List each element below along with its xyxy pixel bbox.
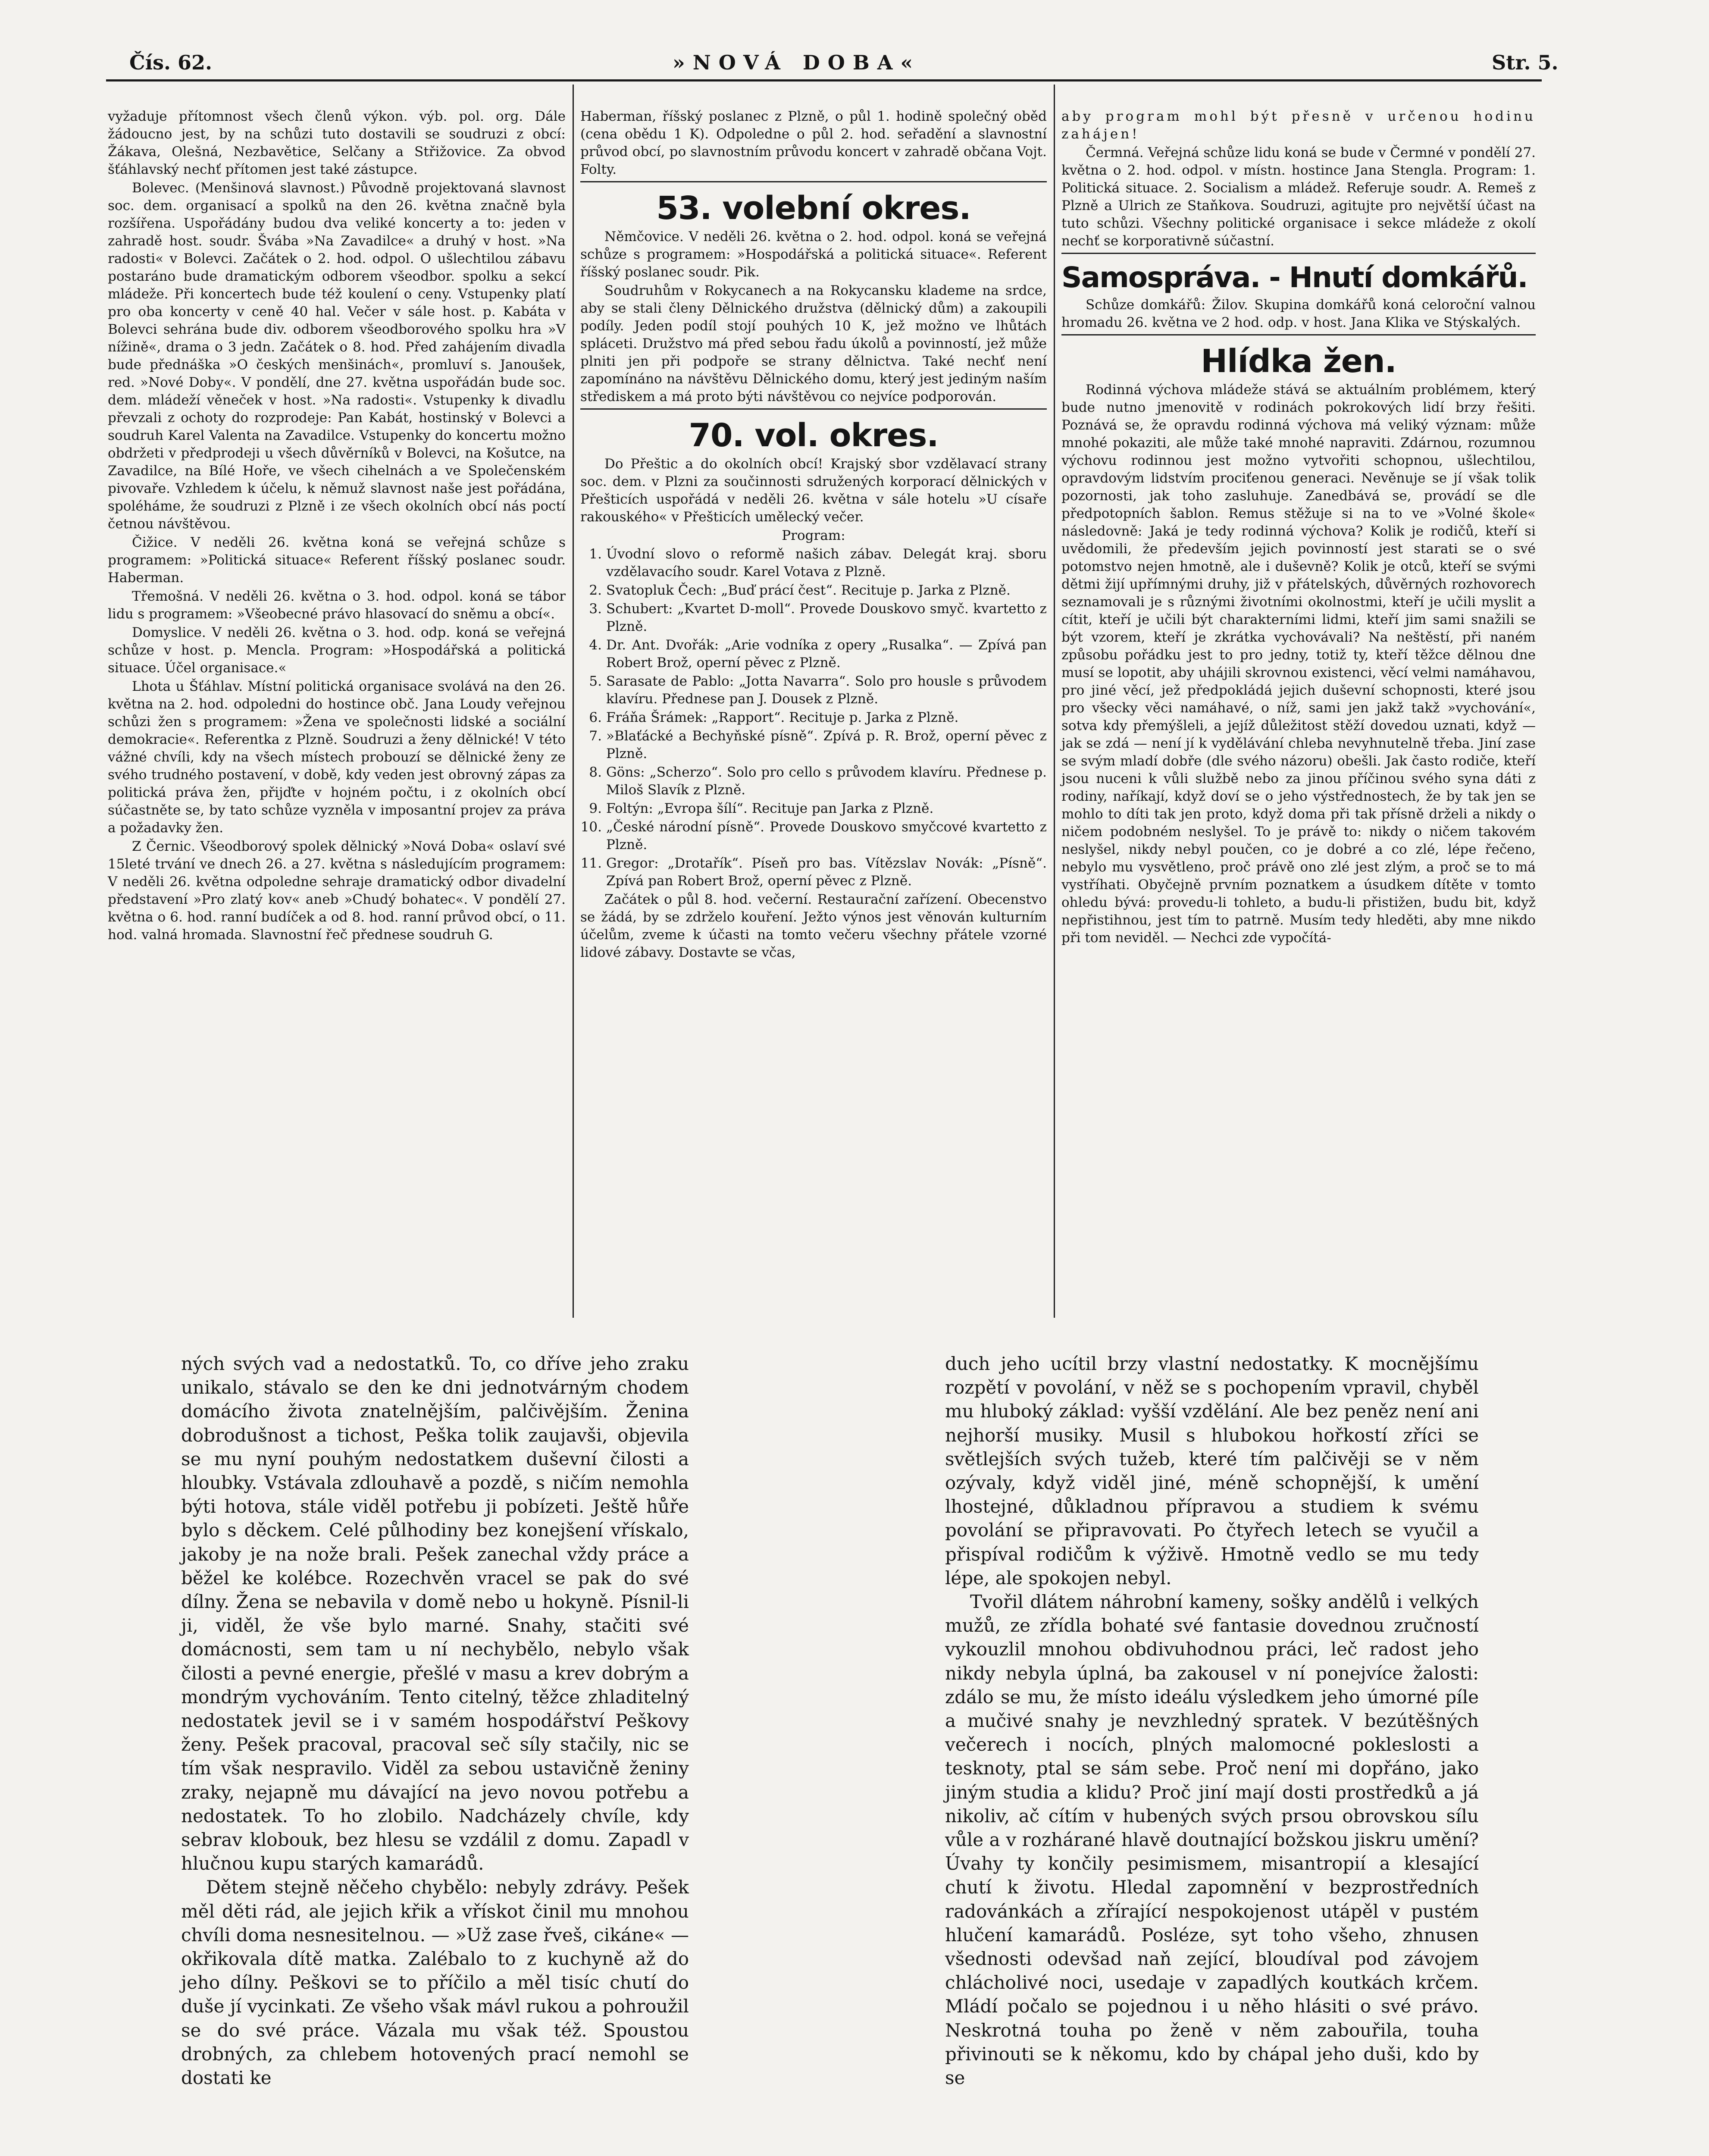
story-paragraph: duch jeho ucítil brzy vlastní nedostatky. K mocnějšímu rozpětí v povolání, v něž se s pochopením vpravil, chyběl mu hluboký základ: vyšší vzdělání. Ale bez peněz není ani nejhorší musiky. Musil s hlubokou hořkostí zříci se světlejších svých tužeb, které tím palčivěji se v něm ozývaly, když viděl jiné, méně schopnější, k umění lhostejné, důkladnou přípravou a studiem k svému povolání se připravovati. Po čtyřech letech se vyučil a přispíval rodičům k výživě. Hmotně vedlo se mu tedy lépe, ale spokojen nebyl. bbox=[945, 1353, 1479, 1589]
program-item: 5. Sarasate de Pablo: „Jotta Navarra“. Solo pro housle s průvodem klavíru. Přednese pan J. Dousek z Plzně. bbox=[589, 674, 1047, 707]
program-item: 4. Dr. Ant. Dvořák: „Arie vodníka z opery „Rusalka“. — Zpívá pan Robert Brož, operní pěvec z Plzně. bbox=[589, 637, 1047, 671]
article-paragraph: Soudruhům v Rokycanech a na Rokycansku klademe na srdce, aby se stali členy Dělnického družstva (dělnický dům) a zakoupili podíly. Jeden podíl stojí pouhých 10 K, jež možno ve lhůtách spláceti. Družstvo má před sebou řadu úkolů a povinností, jež může plniti jen při podpoře se strany dělnictva. Také nechť není zapomínáno na návštěvu Dělnického domu, který jest jediným naším střediskem a má proto býti návštěvou co nejvíce podporován. bbox=[580, 283, 1047, 404]
article-paragraph: Třemošná. V neděli 26. května o 3. hod. odpol. koná se tábor lidu s programem: »Všeobecné právo hlasovací do sněmu a obcí«. bbox=[108, 589, 566, 622]
program-item: 1. Úvodní slovo o reformě našich zábav. Delegát kraj. sboru vzdělavacího soudr. Karel Votava z Plzně. bbox=[589, 546, 1047, 580]
section-rule bbox=[1061, 253, 1536, 254]
program-item: 6. Fráňa Šrámek: „Rapport“. Recituje p. Jarka z Plzně. bbox=[589, 710, 959, 725]
header-rule bbox=[106, 79, 1542, 81]
issue-number: Čís. 62. bbox=[129, 51, 213, 74]
story-left-column bbox=[181, 1352, 689, 2090]
program-item: 2. Svatopluk Čech: „Buď prácí čest“. Recituje p. Jarka z Plzně. bbox=[589, 583, 1011, 598]
article-paragraph: vyžaduje přítomnost všech členů výkon. výb. pol. org. Dále žádoucno jest, by na schůzi tuto dostavili se soudruzi z obcí: Žákava, Olešná, Nezbavětice, Selčany a Střižovice. Za obvod šťáhlavský nechť přítomen jest také zástupce. bbox=[108, 109, 566, 177]
article-paragraph: Domyslice. V neděli 26. května o 3. hod. odp. koná se veřejná schůze v host. p. Mencla. Program: »Hospodářská a politická situace. Účel organisace.« bbox=[108, 625, 566, 676]
section-rule bbox=[1061, 334, 1536, 335]
article-paragraph: aby program mohl být přesně v určenou hodinu zahájen! bbox=[1061, 109, 1536, 142]
program-list bbox=[580, 545, 1047, 890]
article-paragraph: Začátek o půl 8. hod. večerní. Restaurační zařízení. Obecenstvo se žádá, by se zdrželo kouření. Ježto výnos jest věnován kulturním účelům, zveme k účasti na tomto večeru všechny přátele vzorné lidové zábavy. Dostavte se včas, bbox=[580, 892, 1047, 960]
section-rule bbox=[580, 181, 1047, 182]
column-rule-2 bbox=[1054, 85, 1055, 1318]
program-item: 11. Gregor: „Drotařík“. Píseň pro bas. Vítězslav Novák: „Písně“. Zpívá pan Robert Brož, operní pěvec z Plzně. bbox=[580, 856, 1047, 889]
column-2 bbox=[580, 108, 1047, 962]
program-item: 9. Foltýn: „Evropa šílí“. Recituje pan Jarka z Plzně. bbox=[589, 801, 934, 816]
article-paragraph: Rodinná výchova mládeže stává se aktuálním problémem, který bude nutno jmenovitě v rodinách pokrokových lidí brzy řešiti. Poznává se, že opravdu rodinná výchova má veliký význam: může mnohé pokaziti, ale může také mnohé napraviti. Zdárnou, rozumnou výchovu rodinnou jest možno vytvořiti schopnou, ušlechtilou, opravdovým lidstvím prociťenou generaci. Nevěnuje se jí však tolik pozornosti, jak toho zasluhuje. Zanedbává se, provádí se dle předpotopních šablon. Remus stěžuje si na to ve »Volné škole« následovně: Jaká je tedy rodinná výchova? Kolik je rodičů, kteří si uvědomili, že především jejich povinností jest starati se o své potomstvo nejen hmotně, ale i duševně? Kolik je otců, kteří se svými dětmi žijí upřímnými druhy, již v přátelských, důvěrných rozhovorech seznamovali je s různými životními okolnostmi, kteří je učili myslit a cítit, kteří je učili být charakterními lidmi, kteří jim sami snažili se být vzorem, kteří je zkrátka vychovávali? Na neštěstí, při naném způsobu pořádku jest to pro jedny, totiž ty, kteří těžce dělnou dne musí se lopotit, aby uhájili skrovnou existenci, věcí velmi namáhavou, pro jiné věcí, jež předpokládá jejich duševní schopnosti, které jsou pro všecky věci namáhavé, o níž, sami jen jakž takž »vychování«, sotva kdy přemýšleli, a jejíž důležitost stěží dovedou uznati, když — jak se zdá — není jí k vydělávání chleba nevyhnutelně třeba. Jiní zase se svým mladí dobře (dle svého názoru) obešli. Jak často rodiče, kteří jsou nuceni k vůli službě nebo za jinou příčinou svého syna dáti z rodiny, naříkají, když doví se o jeho výstřednostech, že by tak jen se mohlo to díti tak jen proto, když doma při tak přísně drželi a nikdy o ničem podobném neslyšel. To je právě to: nikdy o ničem takovém neslyšel, nikdy nebyl poučen, co je dobré a co zlé, lépe řečeno, nebylo mu vysvětleno, proč právě ono zlé jest zlým, a proč se to má vystříhati. Obyčejně prvním poznatkem a úsudkem dítěte v tomto ohledu bývá: provedu-li tohleto, a budu-li přistižen, budu bit, když nepřistihnou, jest tím to patrně. Musím tedy hleděti, aby mne nikdo při tom neviděl. — Nechci zde vypočítá- bbox=[1061, 382, 1536, 946]
story-paragraph: ných svých vad a nedostatků. To, co dříve jeho zraku unikalo, stávalo se den ke dni jednotvárným chodem domácího života znatelnějším, palčivějším. Ženina dobrodušnost a tichost, Peška tolik zaujavši, objevila se mu nyní pouhým nedostatkem duševní čilosti a hloubky. Vstávala zdlouhavě a pozdě, s ničím nemohla býti hotova, stále viděl potřebu ji pobízeti. Ještě hůře bylo s děckem. Celé půlhodiny bez konejšení vřískalo, jakoby je na nože brali. Pešek zanechal vždy práce a běžel ke kolébce. Rozechvěn vracel se pak do své dílny. Žena se nebavila v domě nebo u hokyně. Písnil-li ji, viděl, že vše bylo marné. Snahy, stačiti své domácnosti, sem tam u ní nechybělo, nebylo však čilosti a pevné energie, přešlé v masu a krev dobrým a mondrým vychováním. Tento citelný, těžce zhladitelný nedostatek jevil se i v samém hospodářství Peškovy ženy. Pešek pracoval, pracoval seč síly stačily, nic se tím však nespravilo. Viděl za sebou ustavičně ženiny zraky, nejapně mu dávající na jevo novou potřebu a nedostatek. To ho zlobilo. Nadcházely chvíle, kdy sebrav klobouk, bez hlesu se vzdálil z domu. Zapadl v hlučnou kupu starých kamarádů. bbox=[181, 1353, 689, 1874]
page-number: Str. 5. bbox=[1492, 51, 1559, 74]
story-paragraph: Dětem stejně něčeho chybělo: nebyly zdrávy. Pešek měl děti rád, ale jejich křik a vřískot činil mu mnohou chvíli doma nesnesitelnou. — »Už zase řveš, cikáne« — okřikovala dítě matka. Zalébalo to z kuchyně až do jeho dílny. Peškovi se to příčilo a měl tisíc chutí do duše jí vycinkati. Ze všeho však mávl rukou a pohroužil se do své práce. Vázala mu však též. Spoustou drobných, za chlebem hotovených prací nemohl se dostati ke bbox=[181, 1877, 689, 2089]
column-3 bbox=[1061, 108, 1536, 948]
program-title: Program: bbox=[782, 528, 845, 543]
article-paragraph: Schůze domkářů: Žilov. Skupina domkářů koná celoroční valnou hromadu 26. května ve 2 hod. odp. v host. Jana Klika ve Stýskalých. bbox=[1061, 297, 1536, 330]
article-paragraph: Lhota u Šťáhlav. Místní politická organisace svolává na den 26. května na 2. hod. odpoledni do hostince obč. Jana Loudy veřejnou schůzi žen s programem: »Žena ve společnosti lidské a sociální demokracie«. Referentka z Plzně. Soudruzi a ženy dělnické! V této vážné chvíli, kdy na všech místech probouzí se dělnické ženy ze svého trudného postavení, v době, kdy veden jest obrovný zápas za politická práva žen, přijďte v hojném počtu, i z okolních obcí súčastněte se, by tato schůze vyzněla v imposantní projev za práva a požadavky žen. bbox=[108, 679, 566, 836]
section-rule bbox=[580, 408, 1047, 410]
column-rule-1 bbox=[573, 85, 574, 1318]
section-heading: Samospráva. - Hnutí domkářů. bbox=[1061, 261, 1527, 294]
section-heading: 53. volební okres. bbox=[656, 190, 971, 227]
article-paragraph: Z Černic. Všeodborový spolek dělnický »Nová Doba« oslaví své 15leté trvání ve dnech 26. a 27. května s následujícím programem: V neděli 26. května odpoledne sehraje dramatický odbor divadelní představení »Pro zlatý kov« aneb »Chudý bohatec«. V pondělí 27. května o 6. hod. ranní budíček a od 8. hod. ranní průvod obcí, o 11. hod. valná hromada. Slavnostní řeč přednese soudruh G. bbox=[108, 839, 566, 943]
article-paragraph: Němčovice. V neděli 26. května o 2. hod. odpol. koná se veřejná schůze s programem: »Hospodářská a politická situace«. Referent říšský poslanec soudr. Pik. bbox=[580, 229, 1047, 280]
article-paragraph: Čižice. V neděli 26. května koná se veřejná schůze s programem: »Politická situace« Referent říšský poslanec soudr. Haberman. bbox=[108, 535, 566, 586]
program-item: 10. „České národní písně“. Provede Douskovo smyčcové kvartetto z Plzně. bbox=[580, 819, 1047, 852]
program-item: 3. Schubert: „Kvartet D-moll“. Provede Douskovo smyč. kvartetto z Plzně. bbox=[589, 601, 1047, 634]
story-paragraph: Tvořil dlátem náhrobní kameny, sošky andělů i velkých mužů, ze zřídla bohaté své fantasie dovednou zručností vykouzlil mnohou obdivuhodnou práci, leč radost jeho nikdy nebyla úplná, ba zakousel v ní ponejvíce žalosti: zdálo se mu, že místo ideálu výsledkem jeho úmorné píle a mučivé snahy je nevzhledný spratek. V bezútěšných večerech i nocích, plných malomocné pokleslosti a tesknoty, ptal se sám sebe. Proč není mi dopřáno, jako jiným studia a klidu? Proč jiní mají dosti prostředků a já nikoliv, ač cítím v hubených svých prsou obrovskou sílu vůle a v rozhárané hlavě doutnající božskou jiskru umění? Úvahy ty končily pesimismem, misantropií a klesající chutí k životu. Hledal zapomnění v bezprostředních radovánkách a zřírající nespokojenost utápěl v pustém hlučení kamarádů. Posléze, syt toho všeho, zhnusen všednosti odevšad naň zející, bloudíval pod závojem chlácholivé noci, usedaje v zapadlých koutkách krčem. Mládí počalo se pojednou i u něho hlásiti o své právo. Neskrotná touha po ženě v něm zabouřila, touha přivinouti se k někomu, kdo by chápal jeho duši, kdo by se bbox=[945, 1591, 1479, 2089]
program-item: 7. »Blaťácké a Bechyňské písně“. Zpívá p. R. Brož, operní pěvec z Plzně. bbox=[589, 728, 1047, 761]
section-heading: 70. vol. okres. bbox=[689, 417, 939, 454]
newspaper-title: »NOVÁ DOBA« bbox=[673, 51, 921, 74]
story-right-column bbox=[945, 1352, 1479, 2090]
article-paragraph: Do Přeštic a do okolních obcí! Krajský sbor vzdělavací strany soc. dem. v Plzni za součinnosti sdružených korporací dělnických v Přešticích uspořádá v neděli 26. května v sále hotelu »U císaře rakouského« v Přešticích umělecký večer. bbox=[580, 456, 1047, 525]
program-item: 8. Göns: „Scherzo“. Solo pro cello s průvodem klavíru. Přednese p. Miloš Slavík z Plzně. bbox=[589, 765, 1047, 798]
section-heading: Hlídka žen. bbox=[1201, 343, 1396, 380]
article-paragraph: Haberman, říšský poslanec z Plzně, o půl 1. hodině společný oběd (cena obědu 1 K). Odpoledne o půl 2. hod. seřadění a slavnostní průvod obcí, po slavnostním průvodu koncert v zahradě občana Vojt. Folty. bbox=[580, 109, 1047, 177]
article-paragraph: Bolevec. (Menšinová slavnost.) Původně projektovaná slavnost soc. dem. organisací a spolků na den 26. května značně byla rozšířena. Uspořádány budou dva veliké koncerty a to: jeden v zahradě host. soudr. Švába »Na Zavadilce« a druhý v host. »Na radosti« v Bolevci. Začátek o 2. hod. odpol. O ušlechtilou zábavu postaráno bude dramatickým odborem všeodbor. spolku a sekcí mládeže. Při koncertech bude též koulení o ceny. Vstupenky platí pro oba koncerty v ceně 40 hal. Večer v sále host. p. Kabáta v Bolevci sehrána bude div. odborem všeodborového spolku hra »V nížině«, drama o 3 jedn. Začátek o 8. hod. Před zahájením divadla bude přednáška »O českých menšinách«, promluví s. Janoušek, red. »Nové Doby«. V pondělí, dne 27. května uspořádán bude soc. dem. mládeží věneček v host. »Na radosti«. Vstupenky k divadlu převzali z ochoty do rozprodeje: Pan Kabát, hostinský v Bolevci a soudruh Karel Valenta na Zavadilce. Vstupenky do koncertu možno obdržeti v předprodeji u všech důvěrníků v Bolevci, na Košutce, na Zavadilce, na Bílé Hoře, ve všech cihelnách a ve Společenském pivovaře. Vzhledem k účelu, k němuž slavnost naše jest pořádána, spoléháme, že soudruzi z Plzně i ze všech okolních obcí nás poctí četnou návštěvou. bbox=[108, 180, 566, 532]
column-1 bbox=[108, 108, 566, 945]
article-paragraph: Čermná. Veřejná schůze lidu koná se bude v Čermné v pondělí 27. května o 2. hod. odpol. v místn. hostince Jana Stengla. Program: 1. Politická situace. 2. Socialism a mládež. Referuje soudr. A. Remeš z Plzně a Ulrich ze Staňkova. Soudruzi, agitujte pro největší účast na tuto schůzi. Všechny politické organisace i sekce mládeže z okolí nechť se korporativně súčastní. bbox=[1061, 145, 1536, 249]
